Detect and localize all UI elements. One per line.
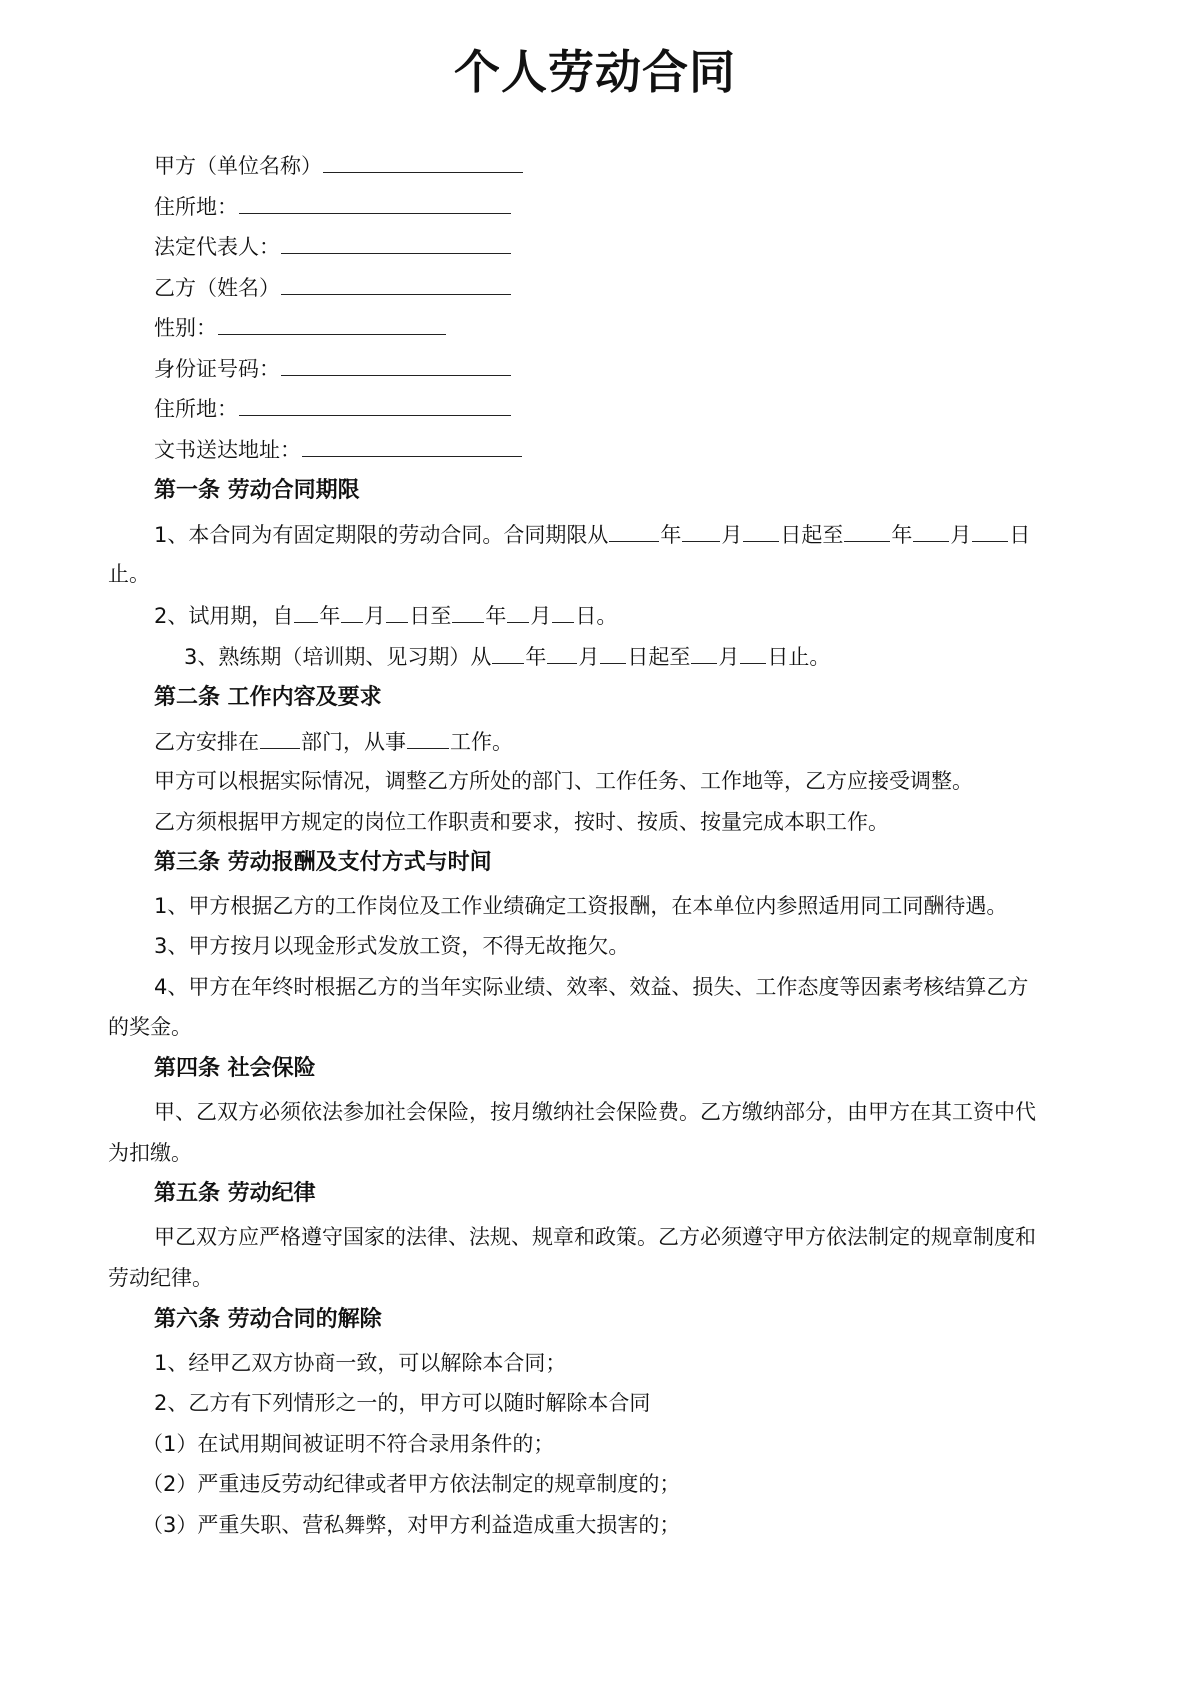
address2-label: 住所地： — [154, 397, 238, 421]
text: 日 — [1009, 523, 1031, 547]
text: 日起至 — [627, 645, 691, 669]
party-a-blank[interactable] — [323, 152, 523, 173]
text: 月 — [578, 645, 600, 669]
text: 日止。 — [767, 645, 831, 669]
article-4-para-1-cont: 为扣缴。 — [108, 1141, 192, 1165]
text: 月 — [721, 523, 743, 547]
article-3-para-1: 1、甲方根据乙方的工作岗位及工作业绩确定工资报酬，在本单位内参照适用同工同酬待遇。 — [154, 894, 1008, 918]
article-6-para-2: 2、乙方有下列情形之一的，甲方可以随时解除本合同 — [154, 1391, 651, 1415]
month-blank[interactable] — [507, 602, 529, 623]
year-blank[interactable] — [609, 521, 659, 542]
address-field — [108, 193, 1134, 220]
text: 部门，从事 — [301, 730, 406, 754]
article-6-item-3: （3）严重失职、营私舞弊，对甲方利益造成重大损害的； — [142, 1513, 681, 1537]
article-6-item-2: （2）严重违反劳动纪律或者甲方依法制定的规章制度的； — [142, 1472, 681, 1496]
text: 日。 — [575, 604, 618, 628]
party-b-field — [108, 274, 1134, 301]
legal-rep-label: 法定代表人： — [154, 235, 280, 259]
article-3-heading: 第三条 劳动报酬及支付方式与时间 — [154, 850, 492, 875]
text: 1、本合同为有固定期限的劳动合同。合同期限从 — [154, 523, 609, 547]
article-2-para-2: 甲方可以根据实际情况，调整乙方所处的部门、工作任务、工作地等，乙方应接受调整。 — [154, 769, 973, 793]
party-a-field — [108, 152, 1134, 179]
address-blank[interactable] — [239, 193, 511, 214]
text: 年 — [525, 645, 547, 669]
year-blank[interactable] — [844, 521, 890, 542]
mail-address-label: 文书送达地址： — [154, 438, 301, 462]
id-field — [108, 355, 1134, 382]
id-blank[interactable] — [281, 355, 511, 376]
text: 日起至 — [780, 523, 844, 547]
text: 3、熟练期（培训期、见习期）从 — [184, 645, 492, 669]
mail-address-field — [108, 436, 1134, 463]
article-6-para-1: 1、经甲乙双方协商一致，可以解除本合同； — [154, 1351, 567, 1375]
text: 月 — [718, 645, 740, 669]
month-blank[interactable] — [341, 602, 363, 623]
article-1-para-1-cont: 止。 — [108, 562, 150, 586]
day-blank[interactable] — [743, 521, 779, 542]
article-4-para-1: 甲、乙双方必须依法参加社会保险，按月缴纳社会保险费。乙方缴纳部分，由甲方在其工资中代 — [154, 1100, 1036, 1124]
day-blank[interactable] — [552, 602, 574, 623]
legal-rep-field — [108, 233, 1134, 260]
article-5-para-1: 甲乙双方应严格遵守国家的法律、法规、规章和政策。乙方必须遵守甲方依法制定的规章制度和 — [154, 1225, 1036, 1249]
text: 年 — [319, 604, 341, 628]
article-1-para-1 — [108, 521, 1134, 548]
text: 乙方安排在 — [154, 730, 259, 754]
text: 日至 — [409, 604, 452, 628]
article-6-heading: 第六条 劳动合同的解除 — [154, 1307, 382, 1332]
day-blank[interactable] — [972, 521, 1008, 542]
article-1-para-2 — [108, 602, 1134, 629]
article-6-item-1: （1）在试用期间被证明不符合录用条件的； — [142, 1432, 555, 1456]
mail-address-blank[interactable] — [302, 436, 522, 457]
text: 年 — [891, 523, 913, 547]
article-1-para-3 — [108, 643, 1164, 670]
month-blank[interactable] — [691, 643, 717, 664]
article-3-para-3: 4、甲方在年终时根据乙方的当年实际业绩、效率、效益、损失、工作态度等因素考核结算乙方 — [154, 975, 1029, 999]
article-1-heading: 第一条 劳动合同期限 — [154, 478, 360, 503]
gender-field — [108, 314, 1134, 341]
article-3-para-2: 3、甲方按月以现金形式发放工资，不得无故拖欠。 — [154, 934, 630, 958]
text: 年 — [660, 523, 682, 547]
month-blank[interactable] — [682, 521, 720, 542]
text: 工作。 — [450, 730, 513, 754]
address2-blank[interactable] — [239, 395, 511, 416]
document-title: 个人劳动合同 — [454, 45, 736, 99]
text: 月 — [950, 523, 972, 547]
article-3-para-3-cont: 的奖金。 — [108, 1015, 192, 1039]
text: 月 — [530, 604, 552, 628]
year-blank[interactable] — [294, 602, 318, 623]
legal-rep-blank[interactable] — [281, 233, 511, 254]
address-label: 住所地： — [154, 195, 238, 219]
department-blank[interactable] — [260, 728, 300, 749]
day-blank[interactable] — [740, 643, 766, 664]
text: 年 — [485, 604, 507, 628]
text: 2、试用期，自 — [154, 604, 294, 628]
id-label: 身份证号码： — [154, 357, 280, 381]
gender-blank[interactable] — [218, 314, 446, 335]
article-2-para-1 — [108, 728, 1134, 755]
month-blank[interactable] — [913, 521, 949, 542]
day-blank[interactable] — [386, 602, 408, 623]
gender-label: 性别： — [154, 316, 217, 340]
party-b-label: 乙方（姓名） — [154, 276, 280, 300]
address2-field — [108, 395, 1134, 422]
article-2-para-3: 乙方须根据甲方规定的岗位工作职责和要求，按时、按质、按量完成本职工作。 — [154, 810, 889, 834]
article-5-heading: 第五条 劳动纪律 — [154, 1181, 316, 1206]
month-blank[interactable] — [547, 643, 577, 664]
job-blank[interactable] — [407, 728, 449, 749]
article-4-heading: 第四条 社会保险 — [154, 1056, 316, 1081]
text: 月 — [364, 604, 386, 628]
party-b-blank[interactable] — [281, 274, 511, 295]
year-blank[interactable] — [452, 602, 484, 623]
article-2-heading: 第二条 工作内容及要求 — [154, 685, 382, 710]
article-5-para-1-cont: 劳动纪律。 — [108, 1266, 213, 1290]
day-blank[interactable] — [600, 643, 626, 664]
year-blank[interactable] — [492, 643, 524, 664]
party-a-label: 甲方（单位名称） — [154, 154, 322, 178]
